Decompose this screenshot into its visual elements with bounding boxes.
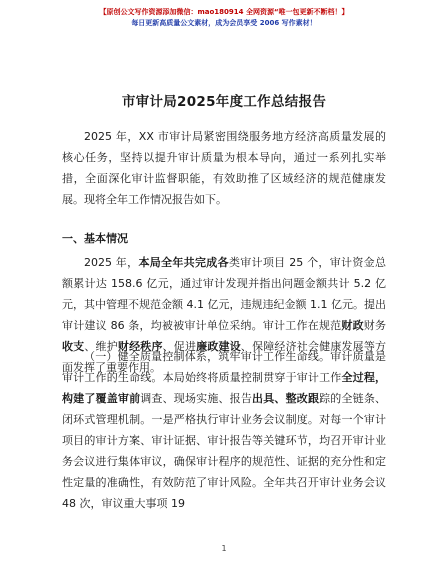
bold-run: 全过程，构建了覆盖审前 — [62, 371, 387, 405]
bold-run: 财政 — [341, 319, 364, 332]
promo-banner-line-2: 每日更新高质量公文素材，成为会员享受 2006 写作素材！ — [131, 19, 317, 27]
text-run: 、维护 — [84, 340, 118, 353]
text-run: 、保障经济社会健康发展等方面发挥了重要作用。 — [62, 340, 387, 374]
bold-run: 收支 — [62, 340, 85, 353]
promo-banner-line-1: 【原创公文写作资源添加微信：mao180914 全网资源“唯一包更新不断档！】 — [99, 8, 349, 16]
bold-run: 财经秩序 — [117, 340, 163, 353]
text-run: 财务 — [363, 319, 387, 332]
intro-text: 2025 年，XX 市审计局紧密围绕服务地方经济高质量发展的核心任务，坚持以提升审计质量为根本导向，通过一系列扎实举措，全面深化审计监督职能，有效助推了区域经济的规范健康发展。现将全年工作情况报告如下。 — [62, 130, 386, 206]
text-run: 2025 年， — [84, 256, 139, 269]
bold-run: 廉政建设 — [196, 340, 241, 353]
quality-control-text — [62, 346, 386, 514]
bold-run: 本局全年共完成各 — [138, 256, 229, 269]
section-heading-basic-info: 一、基本情况 — [62, 232, 128, 245]
document-title: 市审计局2025年度工作总结报告 — [121, 94, 327, 110]
bold-run: 出具、整改跟 — [252, 392, 320, 405]
text-run: 调查、现场实施、报告 — [140, 392, 253, 405]
text-run: 踪的全链条、闭环式管理机制。一是严格执行审计业务会议制度。对每一个审计项目的审计方案、审计证据、审计报告等关键环节，均召开审计业务会议进行集体审议，确保审计程序的规范性、证据的充分性和定性定量的准确性，有效防范了审计风险。全年共召开审计业务会议 48 次，审议重大事项 19 — [62, 392, 387, 510]
text-run: 、促进 — [162, 340, 197, 353]
text-run: 类审计项目 25 个，审计资金总额累计达 158.6 亿元，通过审计发现并指出问题金额共计 5.2 亿元，其中管理不规范金额 4.1 亿元，违规违纪金额 1.1 亿元。提出审计建议 86 条，均被被审计单位采纳。审计工作在规范 — [62, 256, 386, 332]
page-number: 1 — [221, 544, 227, 553]
intro-paragraph — [62, 126, 386, 210]
quality-control-paragraph — [62, 346, 386, 514]
text-run: （一）健全质量控制体系，筑牢审计工作生命线。审计质量是审计工作的生命线。本局始终将质量控制贯穿于审计工作 — [62, 350, 386, 384]
